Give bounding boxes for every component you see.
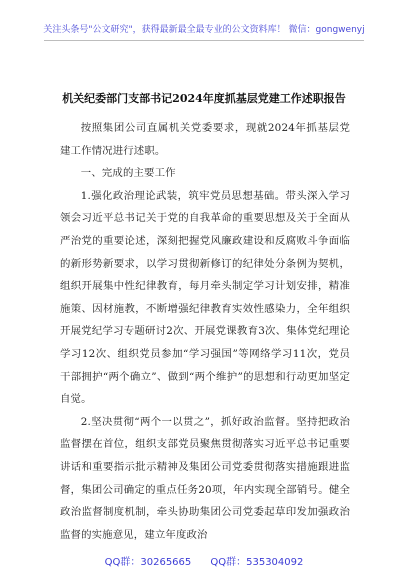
body-paragraph: 2.坚决贯彻“两个一以贯之”，抓好政治监督。坚持把政治监督摆在首位，组织支部党员聚焦贯彻落实习近平总书记重要讲话和重要指示批示精神及集团公司党委贯彻落实措施跟进监督，集团公司确定的重点任务20项，年内实现全部销号。健全政治监督制度机制，牵头协助集团公司党委起草印发加强政治监督的实施意见，建立年度政治 bbox=[60, 415, 350, 541]
qq-group-number: 535304092 bbox=[246, 557, 304, 568]
body-paragraph: 1.强化政治理论武装，筑牢党员思想基础。带头深入学习领会习近平总书记关于党的自我革命的重要思想及关于全面从严治党的重要论述，深刻把握党风廉政建设和反腐败斗争面临的新形势新要求，以学习贯彻新修订的纪律处分条例为契机，组织开展集中性纪律教育，每月牵头制定学习计划安排，精准施策、因材施教，不断增强纪律教育实效性感染力，全年组织开展党纪学习专题研讨2次、开展党课教育3次、集体党纪理论学习12次、组织党员参加“学习强国”等网络学习11次，党员干部拥护“两个确立”、做到“两个维护”的思想和行动更加坚定自觉。 bbox=[60, 189, 350, 406]
intro-paragraph: 按照集团公司直属机关党委要求，现就2024年抓基层党建工作情况进行述职。 bbox=[60, 122, 350, 157]
header-banner: 关注头条号"公文研究"，获得最新最全最专业的公文资料库！ 微信：gongwenyj bbox=[43, 25, 365, 35]
document-body bbox=[60, 114, 350, 546]
qq-group-label: QQ群： bbox=[210, 557, 247, 568]
footer-contact bbox=[0, 553, 408, 568]
document-title: 机关纪委部门支部书记2024年度抓基层党建工作述职报告 bbox=[62, 92, 346, 105]
section-heading: 一、完成的主要工作 bbox=[80, 167, 176, 180]
qq-group-number: 30265665 bbox=[140, 557, 192, 568]
header-divider bbox=[44, 40, 364, 41]
qq-group-label: QQ群： bbox=[104, 557, 141, 568]
